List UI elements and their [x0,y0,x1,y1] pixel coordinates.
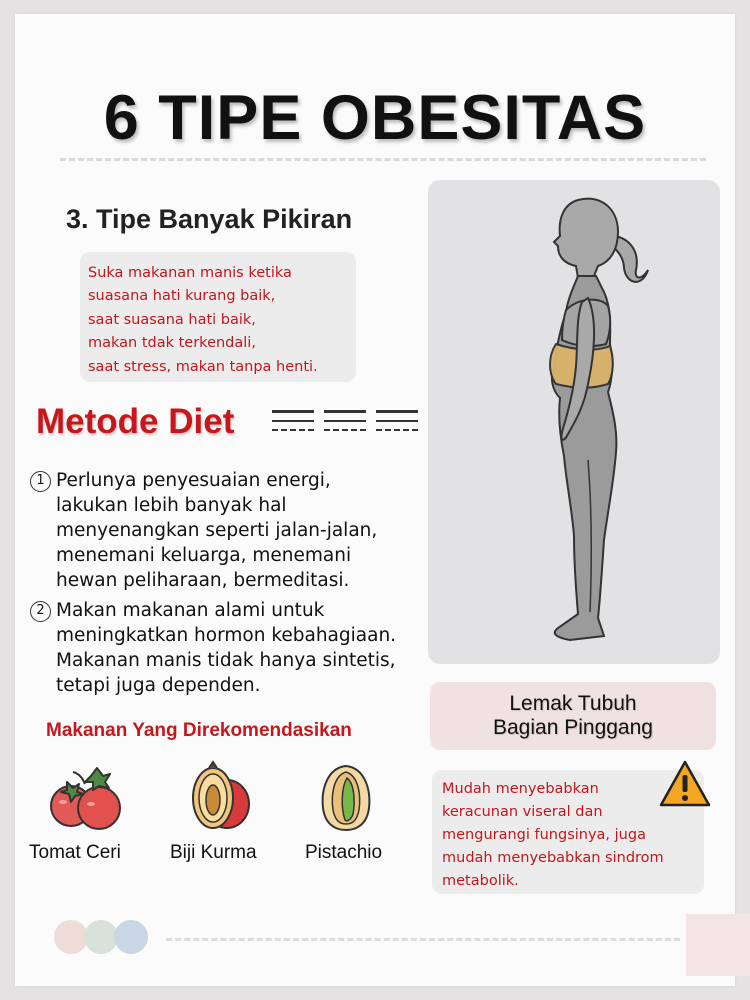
warning-line: Mudah menyebabkan [442,781,599,797]
step-line: lakukan lebih banyak hal [56,495,287,516]
title-divider [60,158,706,161]
step-line: menemani keluarga, menemani [56,545,352,566]
decor-dot [114,920,148,954]
recommended-foods-heading: Makanan Yang Direkomendasikan [46,720,352,741]
step-line: Perlunya penyesuaian energi, [56,470,331,491]
body-fat-label-line: Lemak Tubuh [509,692,637,715]
warning-triangle-icon [658,758,712,810]
date-fruit-icon [179,760,257,834]
warning-line: metabolik. [442,873,519,889]
decor-dot [84,920,118,954]
type-heading: 3. Tipe Banyak Pikiran [66,204,353,234]
method-heading: Metode Diet [36,402,235,441]
warning-line: mudah menyebabkan sindrom [442,850,664,866]
description-line: suasana hati kurang baik, [88,288,276,305]
diet-step-1 [30,468,377,593]
step-number-badge: 1 [30,471,51,492]
page-title: 6 TIPE OBESITAS [103,83,647,153]
food-item-pistachio [286,760,406,834]
corner-decoration [686,914,750,976]
description-box [80,252,356,382]
body-fat-label-line: Bagian Pinggang [493,716,653,739]
step-line: menyenangkan seperti jalan-jalan, [56,520,378,541]
body-figure-panel [428,180,720,664]
step-line: tetapi juga dependen. [56,675,261,696]
description-line: saat suasana hati baik, [88,311,256,328]
cherry-tomato-icon [47,760,125,834]
decor-dot [54,920,88,954]
step-line: Makan makanan alami untuk [56,600,325,621]
step-line: meningkatkan hormon kebahagiaan. [56,625,397,646]
food-item-date [158,760,278,834]
warning-line: mengurangi fungsinya, juga [442,827,646,843]
bottom-divider [166,938,680,941]
diet-step-2 [30,598,396,698]
description-line: makan tdak terkendali, [88,335,256,352]
food-label: Biji Kurma [170,842,257,863]
step-line: hewan peliharaan, bermeditasi. [56,570,350,591]
body-fat-label-box [430,682,716,750]
step-number-badge: 2 [30,601,51,622]
step-line: Makanan manis tidak hanya sintetis, [56,650,396,671]
description-line: Suka makanan manis ketika [88,265,292,281]
woman-side-profile-illustration [428,180,720,664]
food-label: Pistachio [305,842,383,863]
description-line: saat stress, makan tanpa henti. [88,358,318,375]
food-label: Tomat Ceri [29,842,121,863]
pistachio-icon [307,760,385,834]
food-item-tomato [26,760,146,834]
warning-line: keracunan viseral dan [442,804,603,820]
